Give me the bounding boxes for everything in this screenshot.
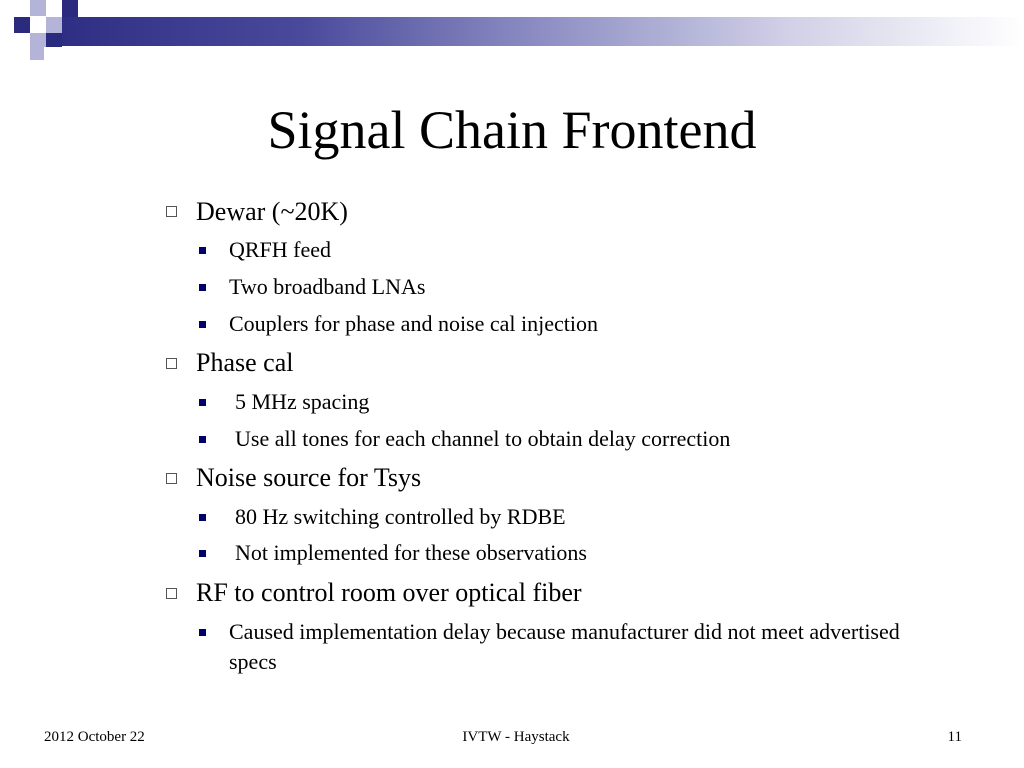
footer-page-number: 11 [947, 729, 962, 745]
filled-square-bullet-icon [199, 284, 206, 291]
bullet-level2: Use all tones for each channel to obtain delay correction [235, 426, 731, 451]
bullet-level1: Dewar (~20K) [196, 197, 348, 226]
footer-date: 2012 October 22 [44, 729, 145, 745]
filled-square-bullet-icon [199, 436, 206, 443]
filled-square-bullet-icon [199, 399, 206, 406]
hollow-square-bullet-icon [166, 358, 177, 369]
hollow-square-bullet-icon [166, 588, 177, 599]
bullet-level1: Phase cal [196, 348, 294, 377]
bullet-level1: Noise source for Tsys [196, 463, 422, 492]
hollow-square-bullet-icon [166, 473, 177, 484]
bullet-level2: Caused implementation delay because manufacturer did not meet advertised specs [229, 619, 900, 674]
slide-title: Signal Chain Frontend [267, 100, 757, 160]
bullet-level2: Couplers for phase and noise cal injection [229, 311, 599, 336]
hollow-square-bullet-icon [166, 206, 177, 217]
footer-presentation-name: IVTW - Haystack [462, 729, 570, 745]
bullet-level2: QRFH feed [229, 237, 332, 262]
bullet-level2: 80 Hz switching controlled by RDBE [235, 504, 566, 529]
filled-square-bullet-icon [199, 321, 206, 328]
filled-square-bullet-icon [199, 247, 206, 254]
filled-square-bullet-icon [199, 514, 206, 521]
bullet-level1: RF to control room over optical fiber [196, 578, 582, 607]
bullet-level2: 5 MHz spacing [235, 389, 370, 414]
filled-square-bullet-icon [199, 629, 206, 636]
bullet-level2: Two broadband LNAs [229, 274, 426, 299]
filled-square-bullet-icon [199, 550, 206, 557]
bullet-level2: Not implemented for these observations [235, 540, 587, 565]
